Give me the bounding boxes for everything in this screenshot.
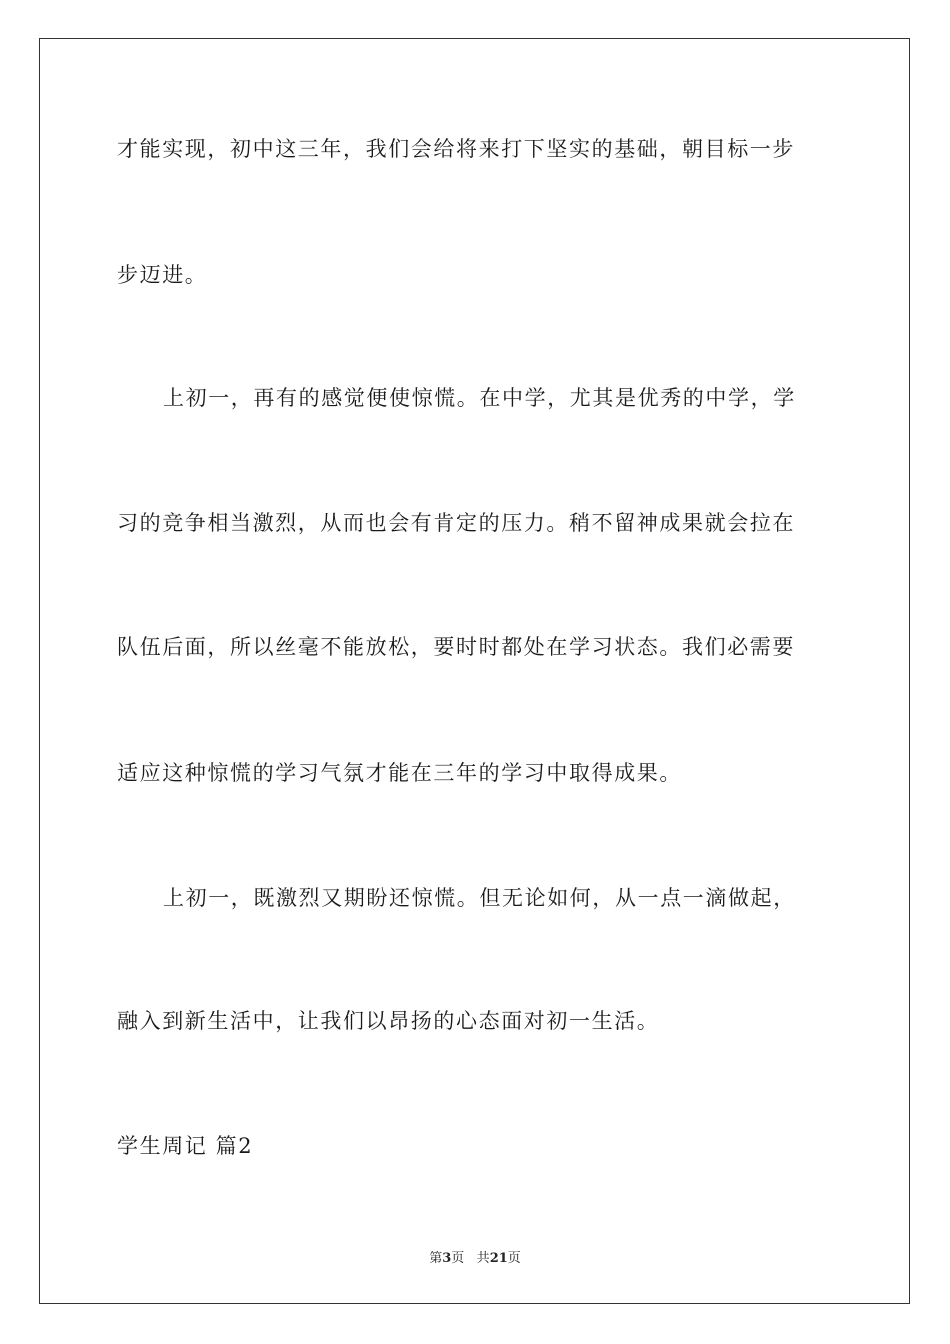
body-line-3: 上初一，再有的感觉便使惊慌。在中学，尤其是优秀的中学，学 (163, 386, 796, 410)
footer-page-prefix: 第 (429, 1251, 443, 1266)
page-border (39, 38, 910, 1304)
page-footer (0, 1247, 950, 1266)
body-line-5: 队伍后面，所以丝毫不能放松，要时时都处在学习状态。我们必需要 (117, 635, 795, 659)
footer-page-suffix: 页 (451, 1251, 465, 1266)
body-line-1: 才能实现，初中这三年，我们会给将来打下坚实的基础，朝目标一步 (117, 137, 795, 161)
body-line-6: 适应这种惊慌的学习气氛才能在三年的学习中取得成果。 (117, 761, 682, 785)
section-heading: 学生周记 篇2 (117, 1134, 254, 1158)
body-line-2: 步迈进。 (117, 263, 208, 287)
footer-total-prefix: 共 (476, 1251, 490, 1266)
footer-page-current: 3 (442, 1251, 452, 1266)
body-line-4: 习的竞争相当激烈，从而也会有肯定的压力。稍不留神成果就会拉在 (117, 511, 795, 535)
body-line-8: 融入到新生活中，让我们以昂扬的心态面对初一生活。 (117, 1009, 660, 1033)
footer-page-total: 21 (489, 1251, 508, 1266)
footer-total-suffix: 页 (507, 1251, 521, 1266)
body-line-7: 上初一，既激烈又期盼还惊慌。但无论如何，从一点一滴做起， (163, 886, 796, 910)
